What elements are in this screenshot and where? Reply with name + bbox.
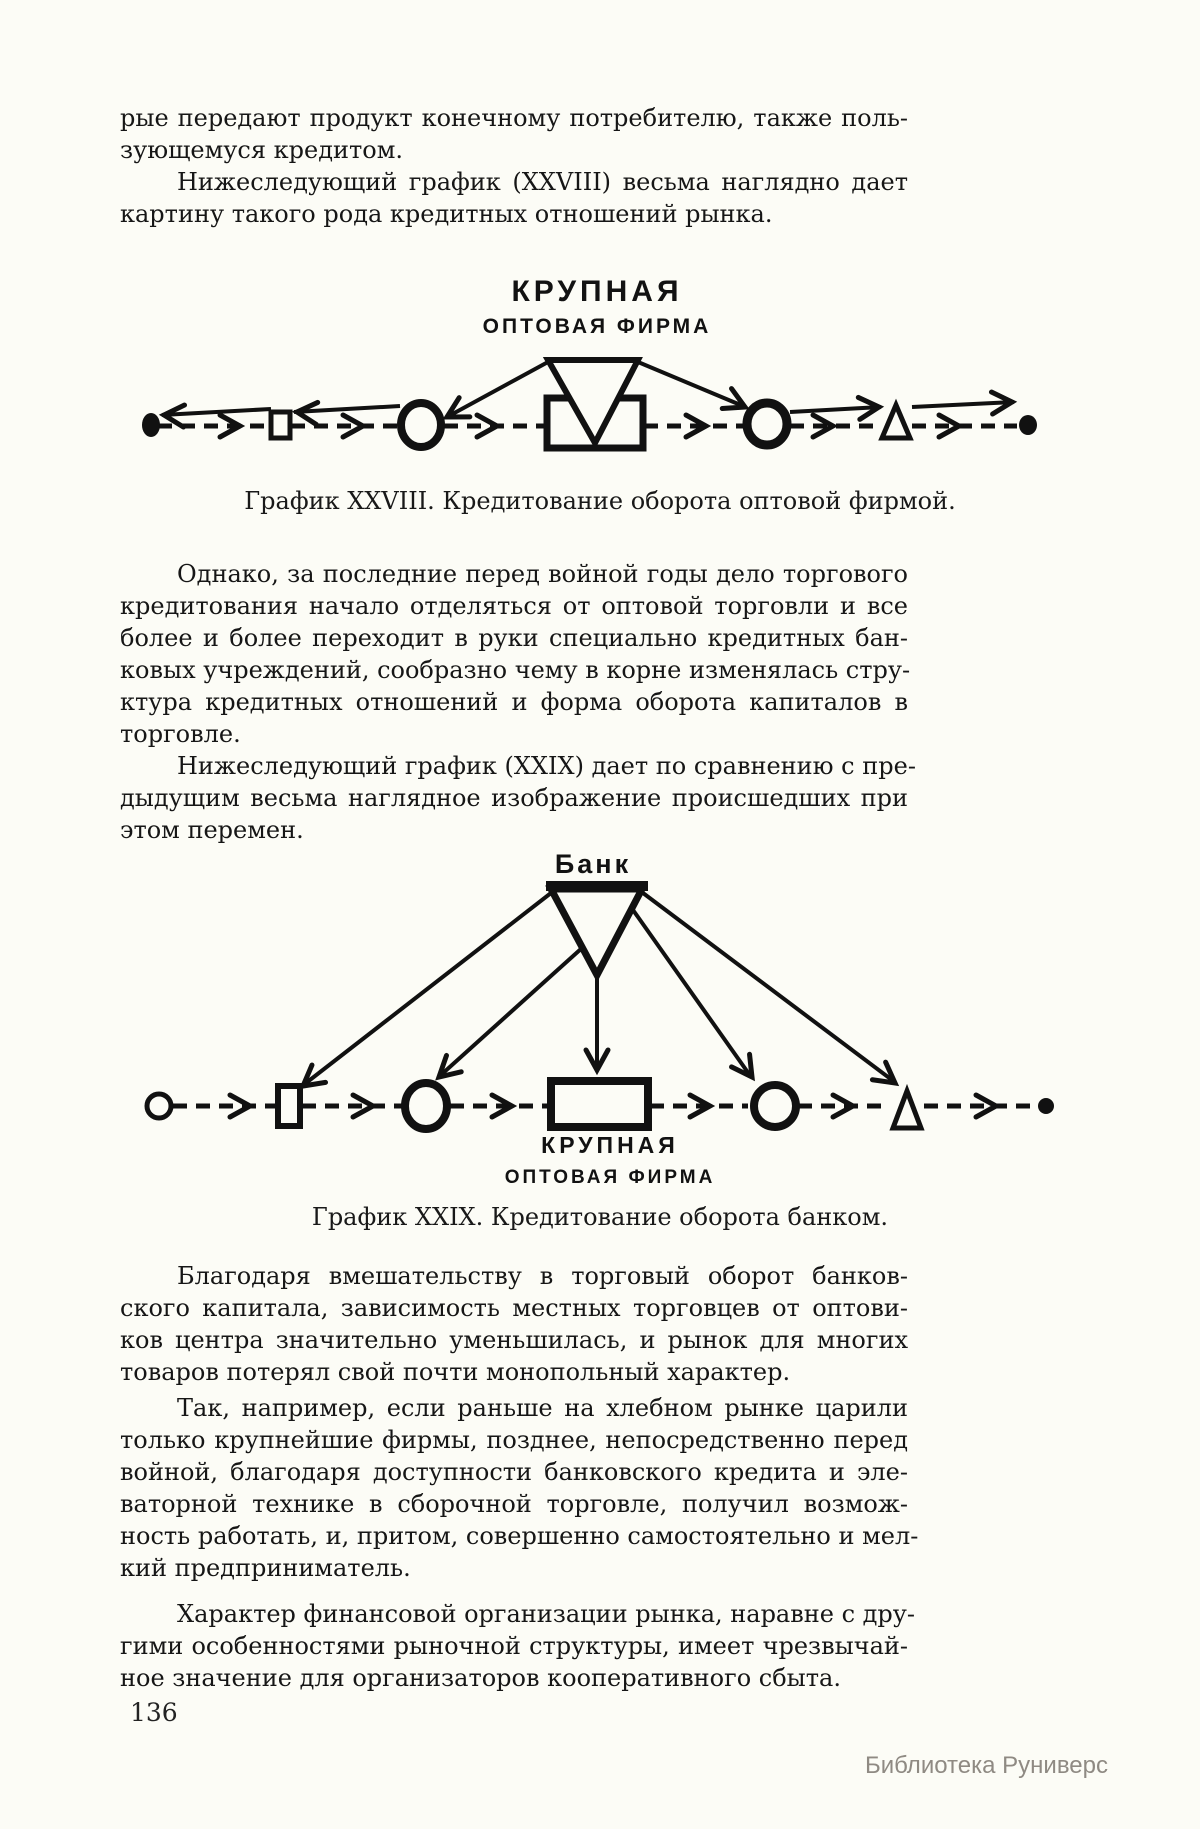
paragraph-bank-credit-shift: Однако, за последние перед войной годы дело торгового кредитования начало отделяться от оптовой торговли и все более и более переходит в руки специально кредитных бан- ковых учреждений, сообразно чему в корне изменялась стру- ктура кредитных отношений и форма оборота капиталов в торговле. [120,560,911,748]
trader-circle-left [405,1083,447,1129]
paragraph-intro-graph-29: Нижеследующий график (XXIX) дает по сравнению с пре- дыдущим весьма наглядное изображение происшедших при этом перемен. [120,752,916,844]
firm-credit-arrow-left [442,362,548,427]
caption-graph-28: График XXVIII. Кредитование оборота оптовой фирмой. [244,487,956,515]
wholesale-firm-title-line2: ОПТОВАЯ ФИРМА [482,315,712,338]
local-dealer-rect [278,1086,300,1126]
firm-label-line1: КРУПНАЯ [541,1132,679,1158]
goods-flow-arrowheads [230,1095,996,1117]
firm-credit-arrow-right [638,362,750,417]
trader-circle-left [401,403,441,447]
paragraph-grain-market-example: Так, например, если раньше на хлебном рынке царили только крупнейшие фирмы, позднее, непосредственно перед войной, благодаря доступности банковского кредита и эле- ваторной технике в сборочной торговле, получил возмож- ность работать, и, притом, совершенно самостоятельно и мел- кий предприниматель. [120,1394,919,1582]
graph-28-figure [100,235,1100,475]
bank-credit-arrows [296,893,901,1095]
agent-triangle [893,1091,921,1128]
trader-circle-right [754,1085,796,1127]
caption-graph-29: График XXIX. Кредитование оборота банком. [311,1203,889,1231]
consumer-dot [1038,1098,1054,1114]
paragraph-intro-graph-28: Нижеследующий график (XXVIII) весьма наглядно дает картину такого рода кредитных отношений рынка. [120,168,908,228]
library-watermark: Библиотека Руниверс [864,1752,1108,1779]
local-dealer-rect [271,412,290,438]
paragraph-bank-intervention: Благодаря вмешательству в торговый оборот банков- ского капитала, зависимость местных торговцев от оптови- ков центра значительно уменьшилась, и рынок для многих товаров потерял свой почти монопольный характер. [120,1262,908,1386]
diagram-graph-28 [100,235,1100,525]
page-number: 136 [130,1698,178,1727]
wholesale-firm-title-line1: КРУПНАЯ [511,275,683,308]
producer-dot [142,413,160,437]
firm-label-line2: ОПТОВАЯ ФИРМА [504,1167,716,1188]
consumer-dot [1019,415,1037,435]
trader-circle-right [747,403,787,445]
graph-29-figure [100,845,1100,1245]
diagram-graph-29 [100,845,1100,1245]
agent-triangle [882,405,910,438]
bank-label: Банк [554,849,632,879]
wholesale-firm-box [551,1081,648,1127]
paragraph-credit-consumer: рые передают продукт конечному потребителю, также поль- зующемуся кредитом. [120,104,908,164]
producer-circle [147,1094,171,1118]
paragraph-financial-organization: Характер финансовой организации рынка, наравне с дру- гими особенностями рыночной структуры, имеет чрезвычай- ное значение для организаторов кооперативного сбыта. [120,1600,916,1692]
